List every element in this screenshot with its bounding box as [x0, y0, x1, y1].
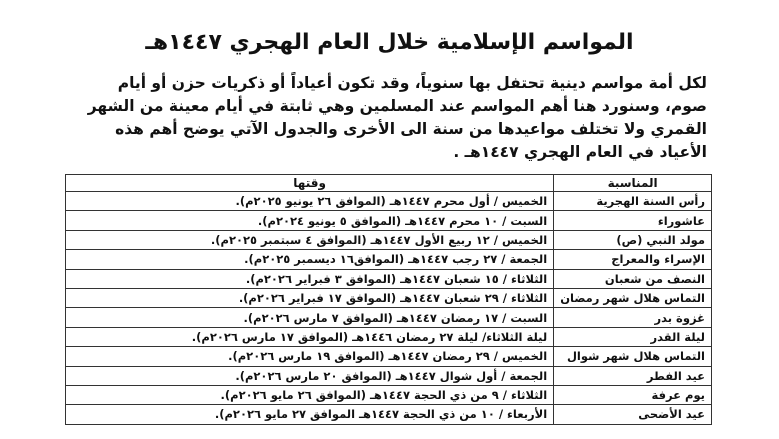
- table-row: [66, 385, 712, 404]
- occasion-cell: رأس السنة الهجرية: [554, 192, 712, 211]
- table-body: [66, 192, 712, 425]
- table-row: [66, 230, 712, 249]
- time-cell: السبت / ١٧ رمضان ١٤٤٧هـ (الموافق ٧ مارس ٢٠٢٦م).: [66, 308, 554, 327]
- time-cell: ليلة الثلاثاء/ ليلة ٢٧ رمضان ١٤٤٦هـ (الموافق ١٧ مارس ٢٠٢٦م).: [66, 327, 554, 346]
- occasion-cell: عيد الفطر: [554, 366, 712, 385]
- table-header-row: [66, 175, 712, 192]
- time-cell: الثلاثاء / ٩ من ذي الحجة ١٤٤٧هـ (الموافق ٢٦ مايو ٢٠٢٦م).: [66, 385, 554, 404]
- table-row: [66, 269, 712, 288]
- time-cell: الجمعة / ٢٧ رجب ١٤٤٧هـ (الموافق١٦ ديسمبر ٢٠٢٥م).: [66, 250, 554, 269]
- occasion-cell: ليلة القدر: [554, 327, 712, 346]
- table-row: [66, 405, 712, 424]
- occasion-cell: التماس هلال شهر شوال: [554, 347, 712, 366]
- table-row: [66, 327, 712, 346]
- occasion-cell: التماس هلال شهر رمضان: [554, 288, 712, 307]
- time-cell: السبت / ١٠ محرم ١٤٤٧هـ (الموافق ٥ يونيو ٢٠٢٤م).: [66, 211, 554, 230]
- table-row: [66, 347, 712, 366]
- occasion-cell: مولد النبي (ص): [554, 230, 712, 249]
- table-row: [66, 288, 712, 307]
- time-column-header: وقتها: [66, 175, 554, 192]
- time-cell: الخميس / ٢٩ رمضان ١٤٤٧هـ (الموافق ١٩ مارس ٢٠٢٦م).: [66, 347, 554, 366]
- time-cell: الثلاثاء / ٢٩ شعبان ١٤٤٧هـ (الموافق ١٧ فبراير ٢٠٢٦م).: [66, 288, 554, 307]
- intro-line: الأعياد في العام الهجري ١٤٤٧هـ .: [453, 143, 707, 161]
- time-cell: الجمعة / أول شوال ١٤٤٧هـ (الموافق ٢٠ مارس ٢٠٢٦م).: [66, 366, 554, 385]
- occasion-cell: الإسراء والمعراج: [554, 250, 712, 269]
- time-cell: الخميس / ١٢ ربيع الأول ١٤٤٧هـ (الموافق ٤ سبتمبر ٢٠٢٥م).: [66, 230, 554, 249]
- occasion-cell: غزوة بدر: [554, 308, 712, 327]
- table-row: [66, 366, 712, 385]
- table-row: [66, 211, 712, 230]
- table-row: [66, 308, 712, 327]
- time-cell: الخميس / أول محرم ١٤٤٧هـ (الموافق ٢٦ يونيو ٢٠٢٥م).: [66, 192, 554, 211]
- intro-paragraph: [67, 72, 707, 164]
- events-table: [65, 174, 712, 425]
- time-cell: الثلاثاء / ١٥ شعبان ١٤٤٧هـ (الموافق ٣ فبراير ٢٠٢٦م).: [66, 269, 554, 288]
- intro-line: لكل أمة مواسم دينية تحتفل بها سنوياً، وقد تكون أعياداً أو ذكريات حزن أو أيام: [117, 74, 707, 92]
- page-title: المواسم الإسلامية خلال العام الهجري ١٤٤٧هـ: [145, 30, 634, 55]
- intro-line: صوم، وسنورد هنا أهم المواسم عند المسلمين وهي ثابتة في أيام معينة من الشهر: [87, 97, 707, 115]
- occasion-cell: عاشوراء: [554, 211, 712, 230]
- occasion-cell: عيد الأضحى: [554, 405, 712, 424]
- occasion-cell: يوم عرفة: [554, 385, 712, 404]
- intro-line: القمري ولا تختلف مواعيدها من سنة الى الأخرى والجدول الآتي يوضح أهم هذه: [115, 120, 707, 138]
- time-cell: الأربعاء / ١٠ من ذي الحجة ١٤٤٧هـ الموافق ٢٧ مايو ٢٠٢٦م).: [66, 405, 554, 424]
- table-row: [66, 192, 712, 211]
- table-row: [66, 250, 712, 269]
- occasion-cell: النصف من شعبان: [554, 269, 712, 288]
- occasion-column-header: المناسبة: [554, 175, 712, 192]
